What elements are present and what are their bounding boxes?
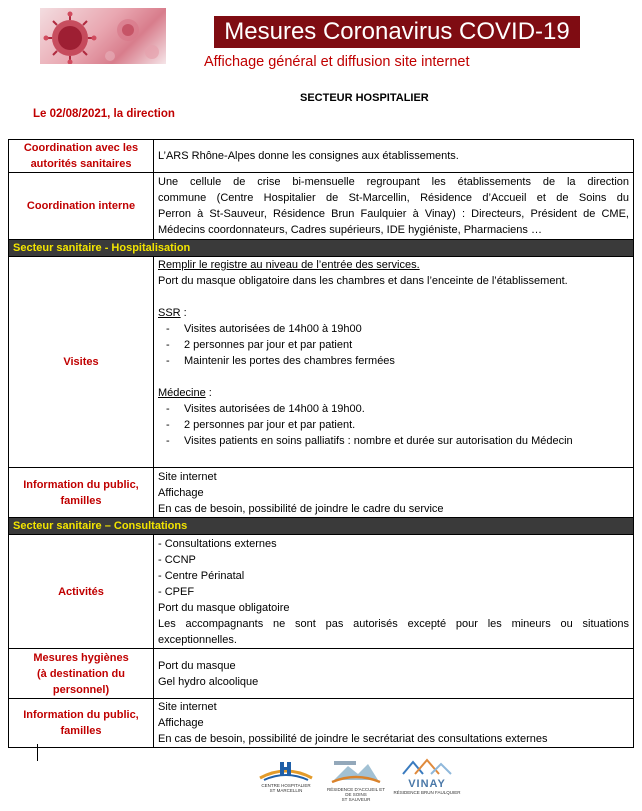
list-item: - Visites patients en soins palliatifs : nombre et durée sur autorisation du Médecin (166, 435, 573, 447)
row-label (9, 257, 154, 468)
content-line: Port du masque obligatoire (158, 601, 290, 614)
registre-text: Remplir le registre au niveau de l’entrée des services. (158, 259, 420, 271)
row-label (9, 140, 154, 173)
label-line: (à destination du (37, 667, 125, 680)
hospital-logo-icon (256, 758, 316, 782)
content-line: Une cellule de crise bi-mensuelle regroupant les établissements de la direction (158, 176, 629, 188)
logo-text: ST SAUVEUR (341, 797, 371, 802)
residence-logo-icon (328, 758, 384, 786)
row-content (154, 140, 634, 173)
logo-ch-st-marcellin (250, 758, 322, 793)
logo-text: CENTRE HOSPITALIER (261, 783, 311, 788)
table-row (9, 173, 634, 240)
measures-table (8, 139, 634, 748)
content-line: Perron à St-Sauveur, Résidence Brun Faulquier à Vinay) : Directeurs, Président de CME, (158, 208, 629, 220)
row-label (9, 468, 154, 518)
label-line: Coordination avec les (23, 142, 139, 154)
label-line: personnel) (52, 683, 110, 696)
label-line: familles (60, 725, 102, 737)
row-label (9, 535, 154, 649)
table-row (9, 468, 634, 518)
label-line: Visites (63, 356, 99, 368)
logo-text: RÉSIDENCE D'ACCUEIL ET DE SOINS (327, 787, 385, 797)
table-row (9, 257, 634, 468)
logo-text: VINAY (408, 778, 446, 790)
footer-logos (250, 758, 462, 802)
content-line: Affichage (158, 717, 204, 729)
content-line: - CCNP (158, 553, 196, 566)
list-item: - Visites autorisées de 14h00 à 19h00. (166, 403, 365, 415)
section-header-consultations (9, 518, 634, 535)
content-line: - Consultations externes (158, 537, 277, 550)
section-title: Secteur sanitaire – Consultations (9, 518, 634, 535)
section-header-hospitalisation (9, 240, 634, 257)
row-content (154, 699, 634, 748)
content-line: - CPEF (158, 585, 195, 598)
logo-vinay (392, 758, 462, 795)
content-line: Affichage (158, 486, 204, 499)
sector-heading: SECTEUR HOSPITALIER (300, 92, 429, 104)
row-label (9, 649, 154, 699)
content-line: Gel hydro alcoolique (158, 675, 259, 688)
vinay-logo-icon (397, 758, 457, 778)
content-line: Les accompagnants ne sont pas autorisés excepté pour les mineurs ou situations (158, 617, 629, 630)
content-line: Port du masque (158, 659, 236, 672)
label-line: Mesures hygiènes (33, 651, 129, 664)
content-line: Site internet (158, 701, 217, 713)
table-row (9, 140, 634, 173)
medecine-heading: Médecine : (158, 387, 212, 399)
label-line: Information du public, (23, 478, 139, 491)
list-item: - Visites autorisées de 14h00 à 19h00 (166, 323, 362, 335)
label-line: familles (60, 494, 102, 507)
text-cursor (37, 744, 38, 761)
row-content (154, 173, 634, 240)
date-line: Le 02/08/2021, la direction (33, 108, 175, 120)
page-title: Mesures Coronavirus COVID-19 (214, 16, 580, 48)
row-content (154, 468, 634, 518)
label-line: Coordination interne (26, 200, 136, 212)
section-title: Secteur sanitaire - Hospitalisation (9, 240, 634, 257)
label-line: Information du public, (23, 709, 139, 721)
row-label (9, 699, 154, 748)
label-line: Activités (58, 585, 104, 598)
table-row (9, 535, 634, 649)
row-content (154, 649, 634, 699)
label-line: autorités sanitaires (30, 158, 132, 170)
table-row (9, 699, 634, 748)
ssr-heading: SSR : (158, 307, 187, 319)
content-line: En cas de besoin, possibilité de joindre le secrétariat des consultations externes (158, 733, 548, 745)
content-line: En cas de besoin, possibilité de joindre le cadre du service (158, 502, 444, 515)
logo-text: ST MARCELLIN (269, 788, 303, 793)
row-content (154, 535, 634, 649)
list-item: - Maintenir les portes des chambres fermées (166, 355, 395, 367)
masque-text: Port du masque obligatoire dans les chambres et dans l’enceinte de l’établissement. (158, 275, 568, 287)
list-item: - 2 personnes par jour et par patient (166, 339, 353, 351)
content-line: - Centre Périnatal (158, 569, 245, 582)
content-line: Site internet (158, 470, 217, 483)
row-label (9, 173, 154, 240)
content-text: L’ARS Rhône-Alpes donne les consignes aux établissements. (158, 150, 459, 162)
logo-residence-perron (324, 758, 388, 802)
content-line: commune (Centre Hospitalier de St-Marcellin, Résidence d’Accueil et de Soins du (158, 192, 629, 204)
list-item: - 2 personnes par jour et par patient. (166, 419, 356, 431)
logo-text: RÉSIDENCE BRUN FAULQUIER (393, 790, 461, 795)
row-content (154, 257, 634, 468)
content-line: exceptionnelles. (158, 633, 237, 646)
table-row (9, 649, 634, 699)
content-line: Médecins coordonnateurs, Cadres supérieurs, IDE hygiéniste, Pharmaciens … (158, 224, 542, 236)
coronavirus-illustration (40, 8, 166, 64)
page-subtitle: Affichage général et diffusion site internet (204, 54, 470, 70)
